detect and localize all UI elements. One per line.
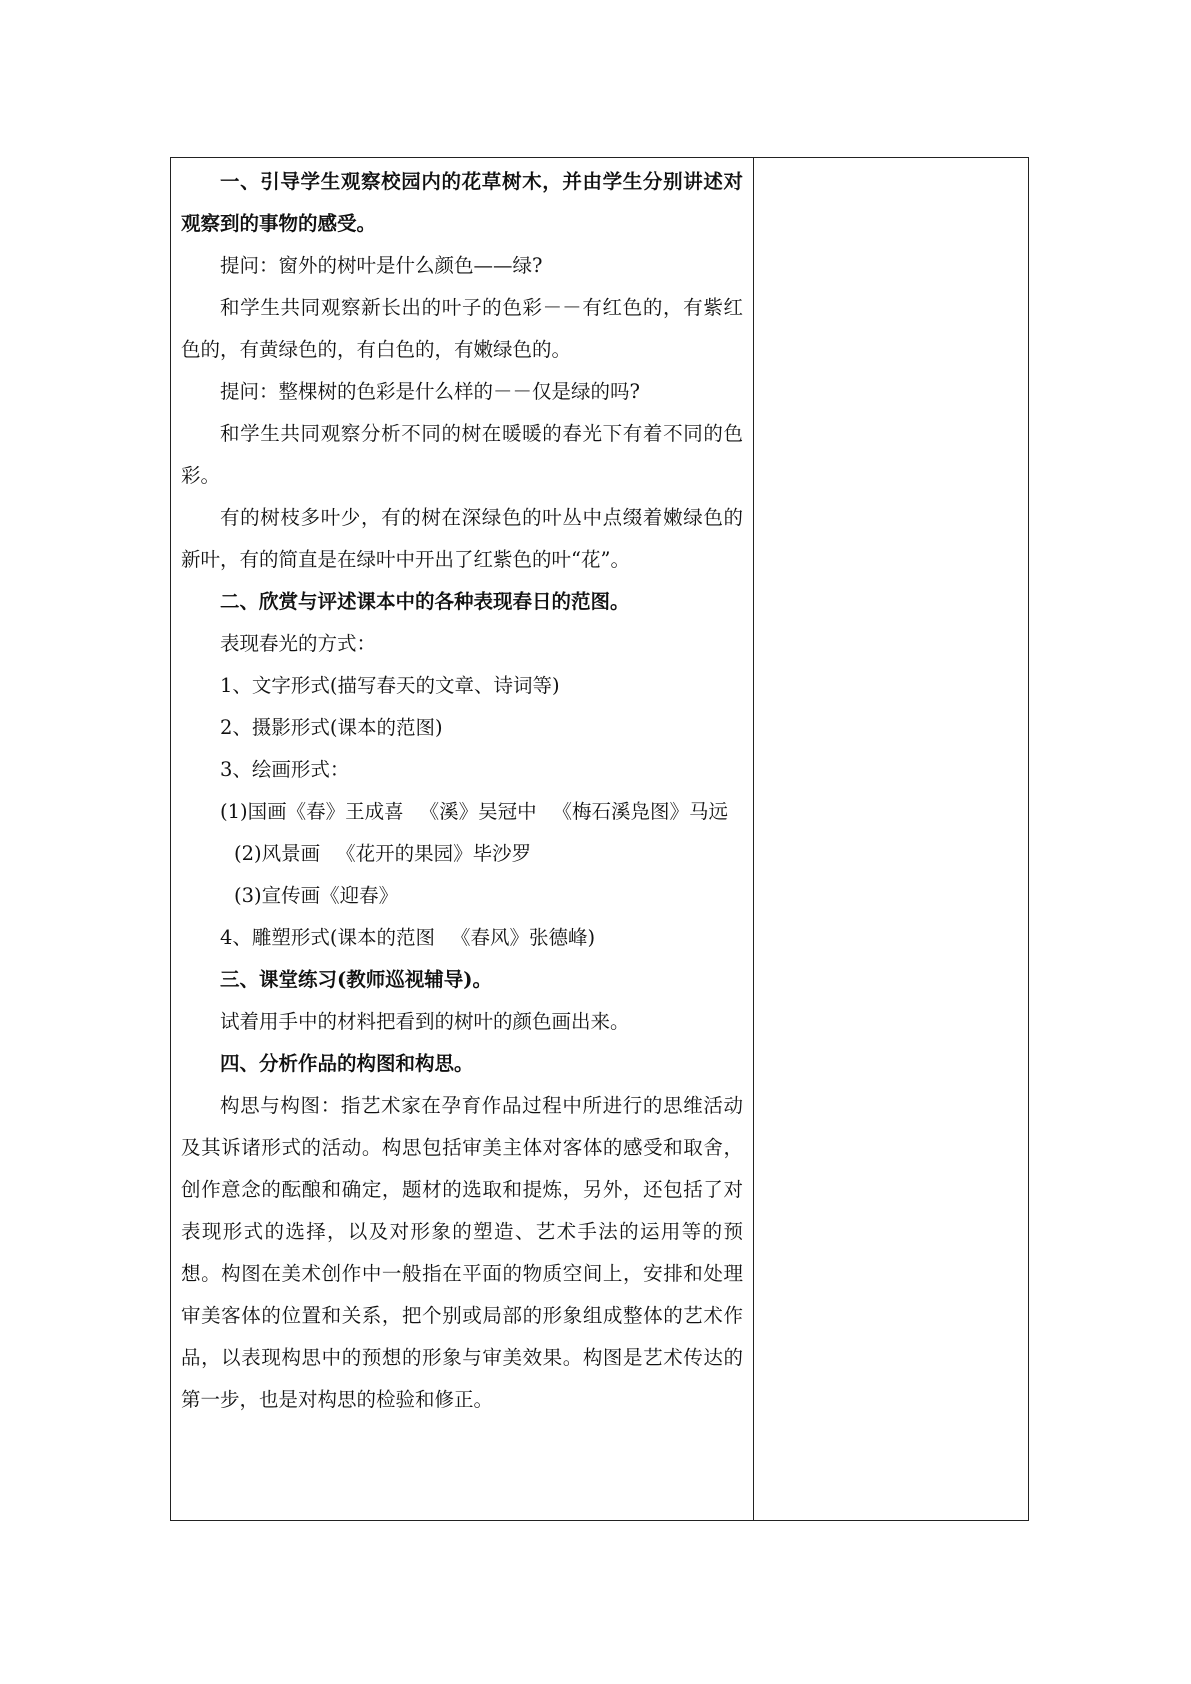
paragraph: 提问：窗外的树叶是什么颜色——绿? — [220, 254, 543, 277]
lesson-content — [171, 158, 753, 1421]
paragraph: 表现春光的方式： — [220, 632, 377, 655]
paragraph: 和学生共同观察新长出的叶子的色彩－－有红色的，有紫红色的，有黄绿色的，有白色的，有嫩绿色的。 — [181, 296, 743, 361]
list-item: 1、文字形式(描写春天的文章、诗词等) — [220, 674, 560, 697]
lesson-content-cell — [171, 158, 754, 1521]
list-item: 4、雕塑形式(课本的范图 《春风》张德峰) — [220, 926, 596, 949]
paragraph: 提问：整棵树的色彩是什么样的－－仅是绿的吗? — [220, 380, 640, 403]
lesson-table — [170, 157, 1029, 1521]
list-item: 3、绘画形式： — [220, 758, 350, 781]
table-row — [171, 158, 1029, 1521]
notes-cell — [754, 158, 1029, 1521]
list-item: 2、摄影形式(课本的范图) — [220, 716, 443, 739]
paragraph: 试着用手中的材料把看到的树叶的颜色画出来。 — [220, 1010, 630, 1033]
sub-list-item: (1)国画《春》王成喜 《溪》吴冠中 《梅石溪凫图》马远 — [220, 800, 729, 823]
sub-list-item: (2)风景画 《花开的果园》毕沙罗 — [234, 842, 532, 865]
paragraph: 构思与构图：指艺术家在孕育作品过程中所进行的思维活动及其诉诸形式的活动。构思包括审美主体对客体的感受和取舍，创作意念的酝酿和确定，题材的选取和提炼，另外，还包括了对表现形式的选择，以及对形象的塑造、艺术手法的运用等的预想。构图在美术创作中一般指在平面的物质空间上，安排和处理审美客体的位置和关系，把个别或局部的形象组成整体的艺术作品，以表现构思中的预想的形象与审美效果。构图是艺术传达的第一步，也是对构思的检验和修正。 — [181, 1094, 743, 1411]
section-heading-2: 二、欣赏与评述课本中的各种表现春日的范图。 — [220, 590, 630, 613]
section-heading-4: 四、分析作品的构图和构思。 — [220, 1052, 474, 1075]
section-heading-1: 一、引导学生观察校园内的花草树木，并由学生分别讲述对观察到的事物的感受。 — [181, 170, 743, 235]
sub-list-item: (3)宣传画《迎春》 — [234, 884, 399, 907]
paragraph: 和学生共同观察分析不同的树在暖暖的春光下有着不同的色彩。 — [181, 422, 743, 487]
paragraph: 有的树枝多叶少，有的树在深绿色的叶丛中点缀着嫩绿色的新叶，有的简直是在绿叶中开出了红紫色的叶“花”。 — [181, 506, 743, 571]
section-heading-3: 三、课堂练习(教师巡视辅导)。 — [220, 968, 492, 991]
